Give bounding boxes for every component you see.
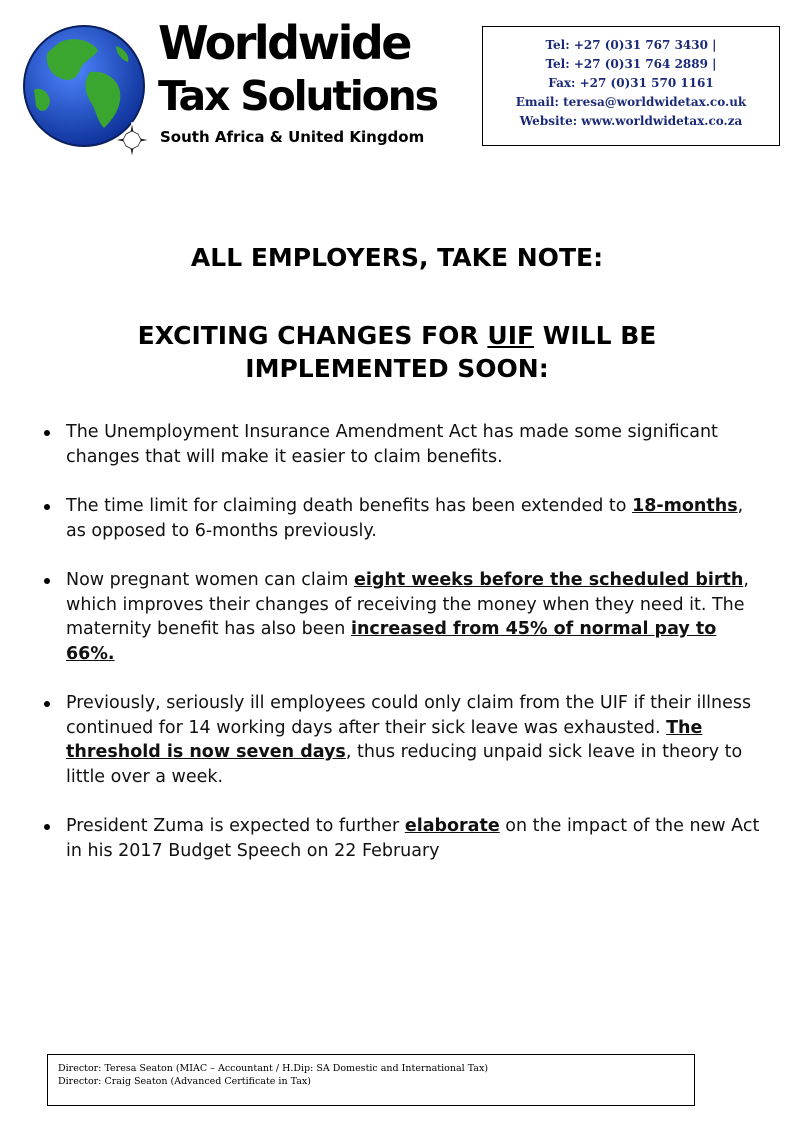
emphasis-18-months: 18-months bbox=[632, 496, 738, 516]
bullet-item: Now pregnant women can claim eight weeks before the scheduled birth, which improves their changes of receiving the money when they need it. The maternity benefit has also been increased from 45% of normal pay to 66%. bbox=[66, 568, 766, 666]
heading-uif-changes bbox=[0, 320, 794, 385]
bullet-item: The time limit for claiming death benefits has been extended to 18-months, as opposed to 6-months previously. bbox=[66, 494, 766, 543]
bullet-list bbox=[66, 420, 766, 888]
contact-tel1: Tel: +27 (0)31 767 3430 | bbox=[545, 38, 717, 52]
heading-part2: WILL BE bbox=[534, 321, 657, 350]
emphasis-increase: increased from 45% of normal pay to 66%. bbox=[66, 619, 717, 664]
company-logo bbox=[16, 14, 466, 154]
contact-tel2: Tel: +27 (0)31 764 2889 | bbox=[545, 57, 717, 71]
contact-email[interactable]: Email: teresa@worldwidetax.co.uk bbox=[515, 95, 747, 109]
contact-website[interactable]: Website: www.worldwidetax.co.za bbox=[519, 114, 743, 128]
footer-director-1: Director: Teresa Seaton (MIAC – Accountant / H.Dip: SA Domestic and International Tax) bbox=[58, 1063, 489, 1074]
emphasis-elaborate: elaborate bbox=[404, 816, 500, 836]
emphasis-threshold: The threshold is now seven days bbox=[66, 717, 703, 762]
footer-directors bbox=[47, 1054, 695, 1106]
globe-icon bbox=[20, 22, 160, 162]
heading-part1: EXCITING CHANGES FOR bbox=[137, 321, 488, 350]
bullet-item: Previously, seriously ill employees could only claim from the UIF if their illness continued for 14 working days after their sick leave was exhausted. The threshold is now seven days, thus reducing unpaid sick leave in theory to little over a week. bbox=[66, 691, 766, 789]
heading-take-note: ALL EMPLOYERS, TAKE NOTE: bbox=[190, 243, 604, 272]
footer-director-2: Director: Craig Seaton (Advanced Certificate in Tax) bbox=[58, 1076, 311, 1087]
heading-line2: IMPLEMENTED SOON: bbox=[245, 353, 549, 383]
contact-box bbox=[482, 26, 780, 146]
heading-uif: UIF bbox=[487, 321, 535, 350]
brand-name-line1: Worldwide bbox=[158, 16, 410, 70]
bullet-item: President Zuma is expected to further elaborate on the impact of the new Act in his 2017 Budget Speech on 22 February bbox=[66, 814, 766, 863]
brand-tagline: South Africa & United Kingdom bbox=[160, 128, 425, 146]
brand-name-line2: Tax Solutions bbox=[158, 72, 437, 120]
emphasis-eight-weeks: eight weeks before the scheduled birth bbox=[353, 570, 744, 590]
contact-fax: Fax: +27 (0)31 570 1161 bbox=[548, 76, 714, 90]
bullet-item: The Unemployment Insurance Amendment Act has made some significant changes that will make it easier to claim benefits. bbox=[66, 420, 766, 469]
